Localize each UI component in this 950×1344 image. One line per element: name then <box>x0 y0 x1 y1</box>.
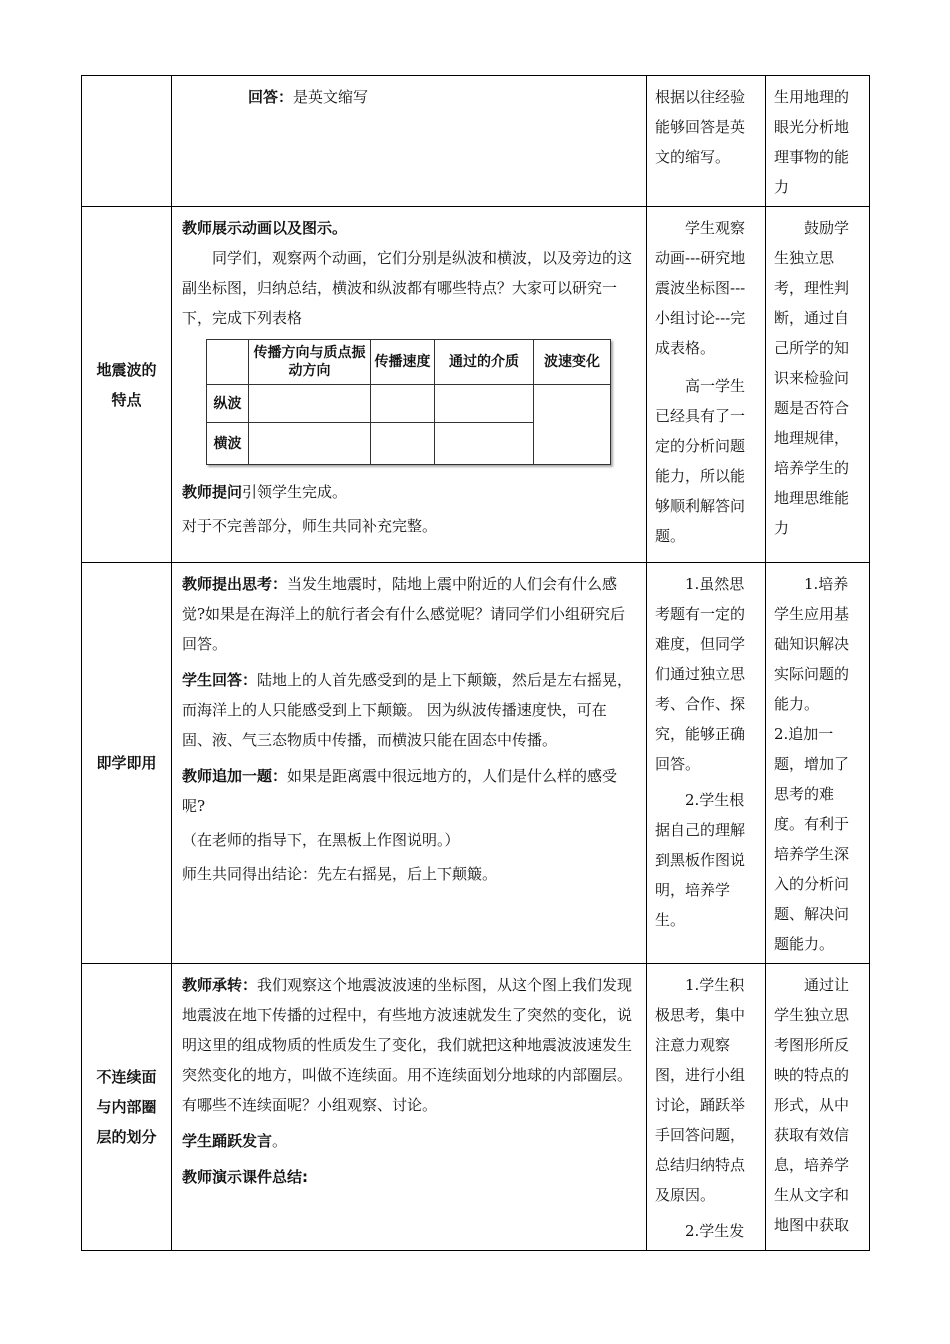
content-cell <box>172 563 647 964</box>
question-text: 当发生地震时，陆地上震中附近的人们会有什么感觉?如果是在海洋上的航行者会有什么感觉呢？请同学们小组研究后回答。 <box>182 575 626 653</box>
content-cell <box>172 207 647 563</box>
design-intent-text: 2.追加一题，增加了思考的难度。有利于培养学生深入的分析问题、解决问题能力。 <box>774 725 850 953</box>
paragraph: 同学们，观察两个动画，它们分别是纵波和横波，以及旁边的这副坐标图，归纳总结，横波和纵波都有哪些特点？大家可以研究一下，完成下列表格 <box>182 249 633 327</box>
student-activity-cell <box>647 76 766 207</box>
inner-header-cell: 传播速度 <box>371 340 435 385</box>
inner-cell <box>371 423 435 465</box>
stage-label-line: 层的划分 <box>96 1128 157 1146</box>
student-activity-text: 根据以往经验能够回答是英文的缩写。 <box>655 88 746 166</box>
inner-row-label: 横波 <box>207 423 249 465</box>
stage-label-line: 即学即用 <box>96 754 157 772</box>
inner-header-cell <box>207 340 249 385</box>
student-activity-text: 学生观察动画---研究地震波坐标图---小组讨论---完成表格。 <box>655 219 746 357</box>
transition-label: 教师承转： <box>182 976 258 994</box>
stage-label-line: 与内部圈 <box>96 1098 157 1116</box>
answer-label: 学生回答： <box>182 671 258 689</box>
followup-label: 教师追加一题： <box>182 767 288 785</box>
ask-text: 引领学生完成。 <box>242 483 348 501</box>
student-activity-text: 1.虽然思考题有一定的难度，但同学们通过独立思考、合作、探究，能够正确回答。 <box>655 575 746 773</box>
followup-text: 如果是距离震中很远地方的，人们是什么样的感受呢? <box>182 767 618 815</box>
stage-cell <box>82 964 172 1251</box>
section-heading: 教师展示动画以及图示。 <box>182 219 348 237</box>
stage-cell <box>82 563 172 964</box>
stage-cell-empty <box>82 76 172 207</box>
inner-cell <box>435 385 534 423</box>
table-row <box>82 563 870 964</box>
inner-header-cell: 传播方向与质点振动方向 <box>249 340 371 385</box>
content-cell <box>172 964 647 1251</box>
inner-header-cell: 通过的介质 <box>435 340 534 385</box>
inner-cell <box>371 385 435 423</box>
design-intent-cell <box>766 207 870 563</box>
wave-comparison-table <box>206 339 611 465</box>
content-cell <box>172 76 647 207</box>
design-intent-text: 鼓励学生独立思考，理性判断，通过自己所学的知识来检验问题是否符合地理规律，培养学生的地理思维能力 <box>774 219 850 537</box>
note-text: （在老师的指导下，在黑板上作图说明。） <box>182 831 460 849</box>
question-label: 教师提出思考： <box>182 575 288 593</box>
answer-text: 是英文缩写 <box>293 88 369 106</box>
inner-cell <box>249 423 371 465</box>
student-activity-text: 2.学生发 <box>685 1222 745 1240</box>
table-row <box>82 207 870 563</box>
student-activity-cell <box>647 964 766 1251</box>
inner-cell <box>435 423 534 465</box>
inner-row-label: 纵波 <box>207 385 249 423</box>
student-speak-label: 学生踊跃发言 <box>182 1132 273 1150</box>
lesson-plan-table <box>81 75 870 1251</box>
punctuation: 。 <box>272 1132 288 1150</box>
design-intent-cell <box>766 76 870 207</box>
design-intent-cell <box>766 563 870 964</box>
student-activity-text: 高一学生已经具有了一定的分析问题能力，所以能够顺利解答问题。 <box>655 377 746 545</box>
table-row <box>82 76 870 207</box>
inner-cell <box>249 385 371 423</box>
design-intent-text: 生用地理的眼光分析地理事物的能力 <box>774 88 850 196</box>
answer-label: 回答： <box>248 88 294 106</box>
answer-text: 陆地上的人首先感受到的是上下颠簸，然后是左右摇晃，而海洋上的人只能感受到上下颠簸。 因为纵波传播速度快，可在固、液、气三态物质中传播，而横波只能在固态中传播。 <box>182 671 633 749</box>
stage-label-line: 地震波的 <box>96 360 157 379</box>
student-activity-cell <box>647 207 766 563</box>
student-activity-text: 1.学生积极思考，集中注意力观察图，进行小组讨论，踊跃举手回答问题，总结归纳特点及原因。 <box>655 976 746 1204</box>
demo-summary-label: 教师演示课件总结: <box>182 1168 308 1186</box>
stage-cell <box>82 207 172 563</box>
inner-row <box>207 385 611 423</box>
ask-label: 教师提问 <box>182 483 243 501</box>
inner-header-cell: 波速变化 <box>534 340 611 385</box>
stage-label-line: 不连续面 <box>96 1068 157 1086</box>
design-intent-text: 1.培养学生应用基础知识解决实际问题的能力。 <box>774 575 850 713</box>
inner-cell <box>534 385 611 465</box>
design-intent-text: 通过让学生独立思考图形所反映的特点的形式，从中获取有效信息，培养学生从文字和地图中获取 <box>774 976 850 1234</box>
student-activity-cell <box>647 563 766 964</box>
student-activity-text: 2.学生根据自己的理解到黑板作图说明，培养学生。 <box>655 791 746 929</box>
conclusion-text: 师生共同得出结论：先左右摇晃，后上下颠簸。 <box>182 865 498 883</box>
paragraph: 对于不完善部分，师生共同补充完整。 <box>182 517 438 535</box>
stage-label-line: 特点 <box>111 390 142 409</box>
inner-header-row <box>207 340 611 385</box>
design-intent-cell <box>766 964 870 1251</box>
transition-text: 我们观察这个地震波波速的坐标图，从这个图上我们发现地震波在地下传播的过程中，有些地方波速就发生了突然的变化，说明这里的组成物质的性质发生了变化，我们就把这种地震波波速发生突然变化的地方，叫做不连续面。用不连续面划分地球的内部圈层。有哪些不连续面呢？小组观察、讨论。 <box>182 976 633 1114</box>
table-row <box>82 964 870 1251</box>
